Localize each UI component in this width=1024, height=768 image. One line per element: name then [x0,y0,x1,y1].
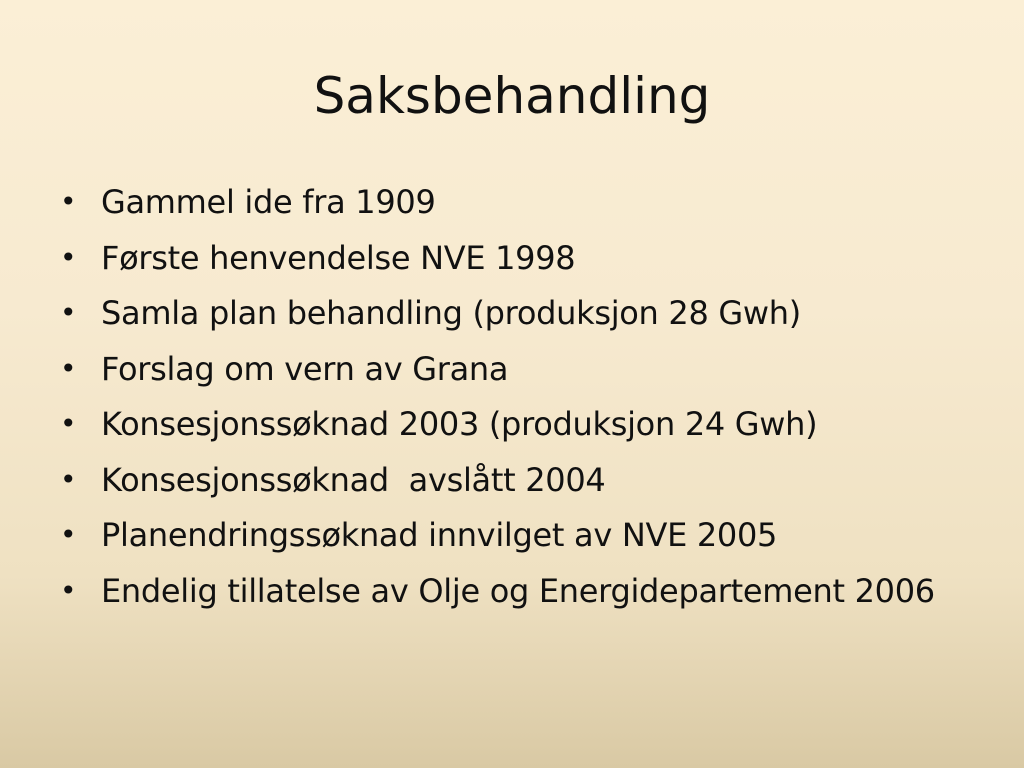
bullet-icon: • [60,518,77,551]
bullet-text: Gammel ide fra 1909 [101,183,436,221]
bullet-text: Konsesjonssøknad avslått 2004 [101,460,606,499]
bullet-item [60,404,960,444]
slide-title: Saksbehandling [313,67,711,125]
bullet-item [60,349,960,389]
bullet-item [60,182,960,222]
bullet-list [60,182,960,626]
bullet-text: Samla plan behandling (produksjon 28 Gwh) [101,294,801,332]
bullet-text: Første henvendelse NVE 1998 [101,238,576,277]
bullet-icon: • [60,351,77,385]
bullet-item [60,293,960,333]
bullet-item [60,571,960,611]
bullet-item [60,238,960,278]
bullet-item [60,460,960,500]
bullet-icon: • [60,407,77,440]
bullet-icon: • [60,240,77,274]
bullet-item [60,515,960,555]
bullet-text: Planendringssøknad innvilget av NVE 2005 [101,516,778,554]
bullet-icon: • [60,185,77,218]
bullet-text: Konsesjonssøknad 2003 (produksjon 24 Gwh) [101,405,818,443]
bullet-icon: • [60,296,77,329]
bullet-icon: • [60,462,77,496]
bullet-icon: • [60,573,77,607]
bullet-text: Forslag om vern av Grana [101,349,509,388]
bullet-text: Endelig tillatelse av Olje og Energidepartement 2006 [101,571,935,610]
